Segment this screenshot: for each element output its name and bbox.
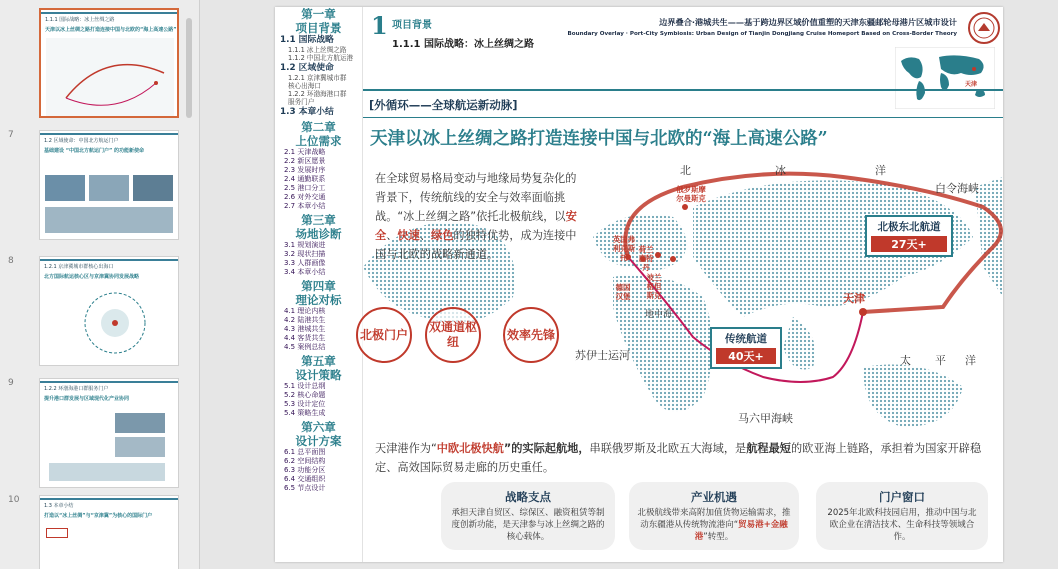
toc-item[interactable]: 4.2 陆港共生	[284, 315, 326, 324]
toc-item[interactable]: 2.4 通勤联系	[284, 174, 326, 183]
toc-item[interactable]: 1.1.2 中国北方航运港	[288, 54, 354, 63]
toc-item[interactable]: 核心出海口	[288, 81, 321, 90]
highlight-green: 绿色	[431, 229, 454, 242]
card-title: 战略支点	[505, 490, 551, 504]
card-body-text: 北极航线带来高附加值货物运输需求，推动东疆港从传统物流港向“	[637, 508, 791, 530]
thumb-chart-icon	[45, 407, 173, 485]
thumbnail-scrollbar[interactable]	[186, 18, 192, 118]
map-label: 太	[900, 354, 911, 367]
toc-item[interactable]: 服务门户	[288, 98, 315, 107]
toc-item[interactable]: 第二章	[301, 119, 336, 134]
highlight-speed: 快速	[397, 229, 420, 242]
para-text: 在全球贸易格局变动与地缘局势复杂化的背景下，传统航线的安全与效率面临挑战。“冰上丝绸之路”依托北极航线，以	[375, 172, 577, 223]
toc-item[interactable]: 4.5 案例总结	[284, 342, 326, 351]
subsection-title: 1.1.1 国际战略：冰上丝绸之路	[392, 39, 534, 50]
thumb-line: 打造以“冰上丝绸”与“京津冀”为核心的国际门户	[44, 513, 153, 519]
toc-item[interactable]: 设计方案	[295, 433, 342, 448]
toc-item[interactable]: 6.1 总平面图	[284, 447, 326, 456]
thumb-line: 1.3 本章小结	[44, 503, 74, 509]
toc-item[interactable]: 上位需求	[295, 133, 342, 148]
city-label-rotterdam: 荷兰鹿特丹	[638, 245, 654, 272]
thumb-line: 1.2.2 环渤海港口群服务门户	[44, 386, 109, 392]
city-label-murmansk: 俄罗斯摩尔曼斯克	[676, 185, 706, 203]
thumbnail-preview[interactable]	[39, 495, 179, 569]
para-comma: 、	[386, 229, 398, 242]
para-text: 的独特优势，成为连接中国与北欧的战略新通道。	[375, 229, 577, 261]
project-title: 边界叠合·港城共生——基于跨边界区域价值重塑的天津东疆邮轮母港片区城市设计	[659, 17, 957, 27]
map-label-bering: 白令海峡	[935, 182, 979, 195]
slide-thumbnail-pane[interactable]	[0, 0, 200, 569]
route-name: 北极东北航道	[877, 221, 941, 233]
toc-item[interactable]: 第四章	[301, 278, 336, 293]
feature-circle-efficiency: 效率先锋	[503, 307, 559, 363]
map-label: 洋	[965, 354, 976, 367]
toc-item[interactable]: 5.4 策略生成	[284, 408, 326, 417]
toc-item[interactable]: 理论对标	[295, 292, 342, 307]
map-label-suez: 苏伊士运河	[575, 349, 630, 362]
thumb-line: 天津以冰上丝绸之路打造连接中国与北欧的“海上高速公路”	[45, 27, 177, 33]
toc-item[interactable]: 4.1 理论内核	[284, 306, 326, 315]
para-text: 天津港作为“	[375, 442, 437, 455]
route-name: 传统航道	[725, 333, 767, 345]
toc-item[interactable]: 4.4 客货共生	[284, 333, 326, 342]
thumb-line: 提升港口群发展与区域现代化产业协同	[44, 396, 130, 402]
thumb-line: 基础建设 “中国北方航运门户” 的功能新使命	[44, 148, 145, 154]
toc-item[interactable]: 2.5 港口分工	[284, 183, 326, 192]
slide-canvas[interactable]	[275, 7, 1003, 562]
toc-item[interactable]: 1.2.2 环渤海港口群	[288, 90, 347, 99]
toc-item[interactable]: 5.2 核心命题	[284, 390, 326, 399]
map-label: 冰	[775, 164, 786, 177]
toc-item[interactable]: 项目背景	[295, 21, 342, 35]
toc-item[interactable]: 5.1 设计总纲	[284, 381, 326, 390]
para-text: 的欧亚海上链路，承担着为国家开辟稳定、高效国际贸易走廊的历史重任。	[375, 442, 982, 474]
card-body: 承担天津自贸区、综保区、融资租赁等制度创新功能，是天津参与冰上丝绸之路的核心载体。	[451, 508, 605, 542]
toc-item[interactable]: 6.5 节点设计	[284, 483, 326, 492]
card-title: 产业机遇	[691, 490, 737, 504]
thumbnail-preview[interactable]	[39, 256, 179, 366]
route-days: 40天+	[716, 348, 776, 364]
map-label: 洋	[875, 164, 886, 177]
toc-item[interactable]: 第三章	[301, 212, 336, 227]
thumbnail-preview[interactable]	[39, 8, 179, 118]
slide-number: 10	[8, 495, 20, 505]
toc-item[interactable]: 第一章	[301, 7, 336, 21]
thumb-photos-icon	[45, 161, 173, 237]
slide-number: 8	[8, 256, 14, 266]
thumb-line: 1.2.1 京津冀城市群核心出海口	[44, 264, 114, 270]
card-body-text: ”转型。	[703, 532, 734, 542]
highlight-shortest: 航程最短	[746, 442, 791, 455]
toc-item[interactable]: 5.3 设计定位	[284, 399, 326, 408]
para-comma: 、	[419, 229, 431, 242]
card-title: 门户窗口	[879, 490, 925, 504]
table-of-contents	[275, 7, 363, 562]
card-strategic-pivot	[441, 482, 615, 550]
map-label-mediterranean: 地中海	[645, 310, 673, 320]
toc-item[interactable]: 6.4 交通组织	[284, 474, 326, 483]
thumb-diagram-icon	[45, 285, 173, 363]
toc-item[interactable]: 3.2 现状扫描	[284, 249, 326, 258]
card-body: 2025年北欧科技园启用，推动中国与北欧企业在清洁技术、生命科技等领域合作。	[827, 508, 977, 542]
toc-item[interactable]: 3.4 本章小结	[284, 267, 326, 276]
minimap-tianjin-label: 天津	[965, 81, 978, 88]
toc-item[interactable]: 2.2 新区愿景	[284, 156, 326, 165]
highlight-safety: 安全	[375, 210, 577, 242]
feature-circle-dual-hub: 双通道枢纽	[425, 307, 481, 363]
toc-item[interactable]: 3.1 规划演进	[284, 240, 326, 249]
card-industry-opportunity	[629, 482, 799, 550]
section-number: 1	[371, 11, 388, 40]
map-label: 北	[680, 164, 691, 177]
toc-item[interactable]: 6.2 空间结构	[284, 456, 326, 465]
toc-item[interactable]: 1.2.1 京津冀城市群	[288, 73, 347, 82]
toc-item[interactable]: 场地诊断	[295, 226, 342, 241]
route-days: 27天+	[871, 236, 947, 252]
toc-item[interactable]: 第五章	[301, 353, 336, 368]
toc-item[interactable]: 第六章	[301, 419, 336, 434]
slide-number: 7	[8, 130, 14, 140]
map-label-tianjin: 天津	[843, 292, 865, 305]
thumb-line: 北方国际航运核心区与京津冀协同发展战略	[44, 274, 140, 280]
route-box-northeast	[865, 215, 953, 257]
toc-item[interactable]: 1.1 国际战略	[280, 35, 334, 45]
city-label-hamburg: 德国汉堡	[615, 283, 631, 301]
highlight-express: 中欧北极快航	[436, 442, 504, 455]
map-label: 平	[935, 354, 946, 367]
toc-item[interactable]: 2.1 天津战略	[284, 147, 326, 156]
toc-item[interactable]: 6.3 功能分区	[284, 465, 326, 474]
route-box-traditional	[710, 327, 782, 369]
city-label-felixstowe: 英国弗利克斯托	[612, 235, 636, 262]
project-subtitle: Boundary Overlay · Port-City Symbiosis: Urban Design of Tianjin Dongjiang Cruise Homeport Based on Cross-Border Theory	[567, 31, 957, 37]
slide-number: 9	[8, 378, 14, 388]
toc-item[interactable]: 1.2 区域使命	[280, 62, 334, 73]
section-title: 项目背景	[392, 20, 432, 31]
feature-circle-arctic: 北极门户	[356, 307, 412, 363]
card-body	[629, 507, 799, 543]
toc-item[interactable]: 设计策略	[295, 367, 342, 382]
slide-main-title: 天津以冰上丝绸之路打造连接中国与北欧的“海上高速公路”	[370, 129, 828, 149]
toc-item[interactable]: 3.3 人群画像	[284, 258, 326, 267]
toc-item[interactable]: 2.6 对外交通	[284, 192, 326, 201]
thumb-map-icon	[46, 38, 174, 116]
thumb-tag-icon	[46, 528, 68, 538]
city-label-gdansk: 波兰格但斯克	[646, 273, 662, 300]
thumbnail-preview[interactable]	[39, 130, 179, 240]
thumb-line: 1.2 区域使命：中国北方航运门户	[44, 138, 119, 144]
thumbnail-preview[interactable]	[39, 378, 179, 488]
toc-item[interactable]: 1.1.1 冰上丝绸之路	[288, 46, 347, 54]
para-text: 串联俄罗斯及北欧五大海域	[589, 442, 724, 455]
world-minimap	[895, 47, 995, 109]
toc-item[interactable]: 4.3 港城共生	[284, 324, 326, 333]
section-label: [外循环——全球航运新动脉]	[369, 98, 518, 112]
toc-item[interactable]: 2.3 发展时序	[284, 165, 326, 174]
toc-item[interactable]: 2.7 本章小结	[284, 201, 326, 210]
thumb-line: 1.1.1 国际战略：冰上丝绸之路	[45, 17, 115, 23]
card-gateway-window	[816, 482, 988, 550]
bottom-paragraph	[375, 439, 987, 477]
card-highlight: 贸易港+金融港	[694, 520, 788, 542]
toc-item[interactable]: 1.3 本章小结	[280, 106, 334, 117]
intro-paragraph	[375, 169, 580, 264]
para-text: ，是	[723, 442, 747, 455]
university-logo-icon	[967, 11, 1001, 45]
para-text: ”的实际起航地，	[503, 442, 590, 455]
map-label-malacca: 马六甲海峡	[738, 412, 793, 425]
